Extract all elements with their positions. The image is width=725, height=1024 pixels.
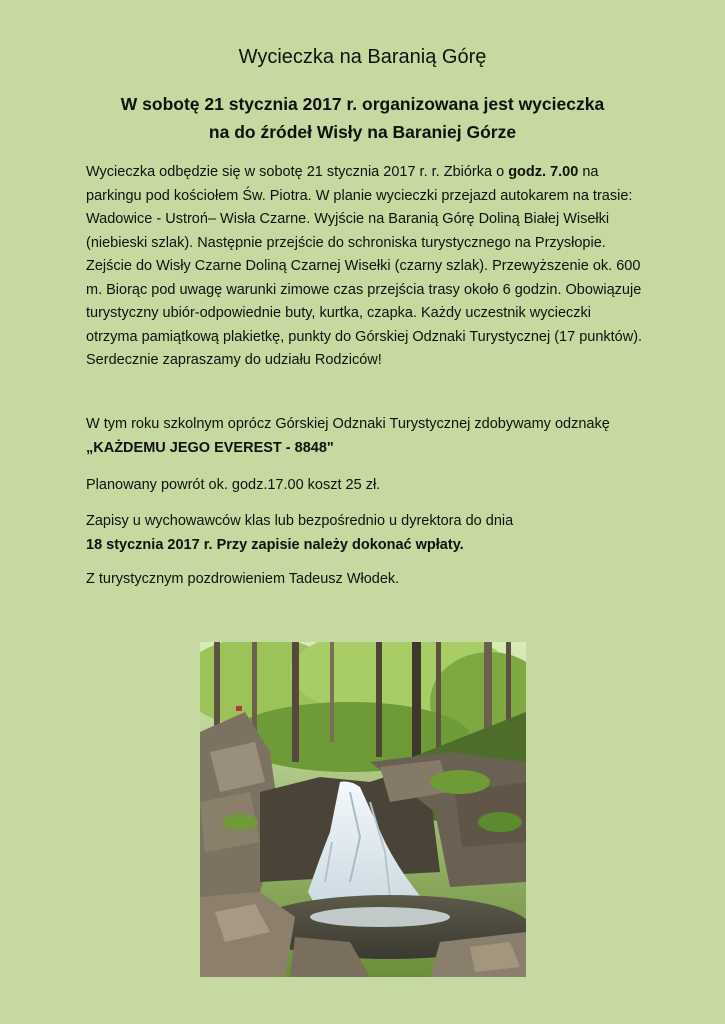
waterfall-photo (200, 642, 526, 977)
subtitle-line-1: W sobotę 21 stycznia 2017 r. organizowana jest wycieczka (120, 94, 605, 114)
badge-name: „KAŻDEMU JEGO EVEREST - 8848" (86, 439, 334, 456)
trip-description-text-rest: na parkingu pod kościołem Św. Piotra. W planie wycieczki przejazd autokarem na trasie: Wadowice - Ustroń– Wisła Czarne. Wyjście na Baranią Górę Doliną Białej Wisełki (niebieski szlak). Następnie przejście do schroniska turystycznego na Przysłopie. Zejście do Wisły Czarne Doliną Czarnej Wisełki (czarny szlak). Przewyższenie ok. 600 m. Biorąc pod uwagę warunki zimowe czas przejścia trasy około 6 godzin. Obowiązuje turystyczny ubiór-odpowiednie buty, kurtka, czapka. Każdy uczestnik wycieczki otrzyma pamiątkową plakietkę, punkty do Górskiej Odznaki Turystycznej (17 punktów). Serdecznie zapraszamy do udziału Rodziców! (86, 164, 643, 368)
return-cost-paragraph: Planowany powrót ok. godz.17.00 koszt 25 zł. (86, 477, 381, 493)
badge-paragraph (86, 413, 646, 460)
waterfall-illustration (200, 642, 526, 977)
greeting-signature: Z turystycznym pozdrowieniem Tadeusz Włodek. (86, 571, 400, 587)
signup-text: Zapisy u wychowawców klas lub bezpośrednio u dyrektora do dnia (86, 513, 514, 529)
document-title: Wycieczka na Baranią Górę (238, 46, 487, 68)
badge-text: W tym roku szkolnym oprócz Górskiej Odznaki Turystycznej zdobywamy odznakę (86, 416, 610, 432)
signup-deadline: 18 stycznia 2017 r. Przy zapisie należy dokonać wpłaty. (86, 536, 464, 553)
meeting-time: godz. 7.00 (508, 164, 579, 180)
trip-description-paragraph (86, 161, 646, 373)
subtitle-line-2: na do źródeł Wisły na Baraniej Górze (208, 122, 517, 142)
signup-paragraph (86, 510, 646, 557)
trip-description-text-start: Wycieczka odbędzie się w sobotę 21 stycznia 2017 r. r. Zbiórka o (86, 164, 509, 180)
document-subtitle (60, 90, 665, 146)
